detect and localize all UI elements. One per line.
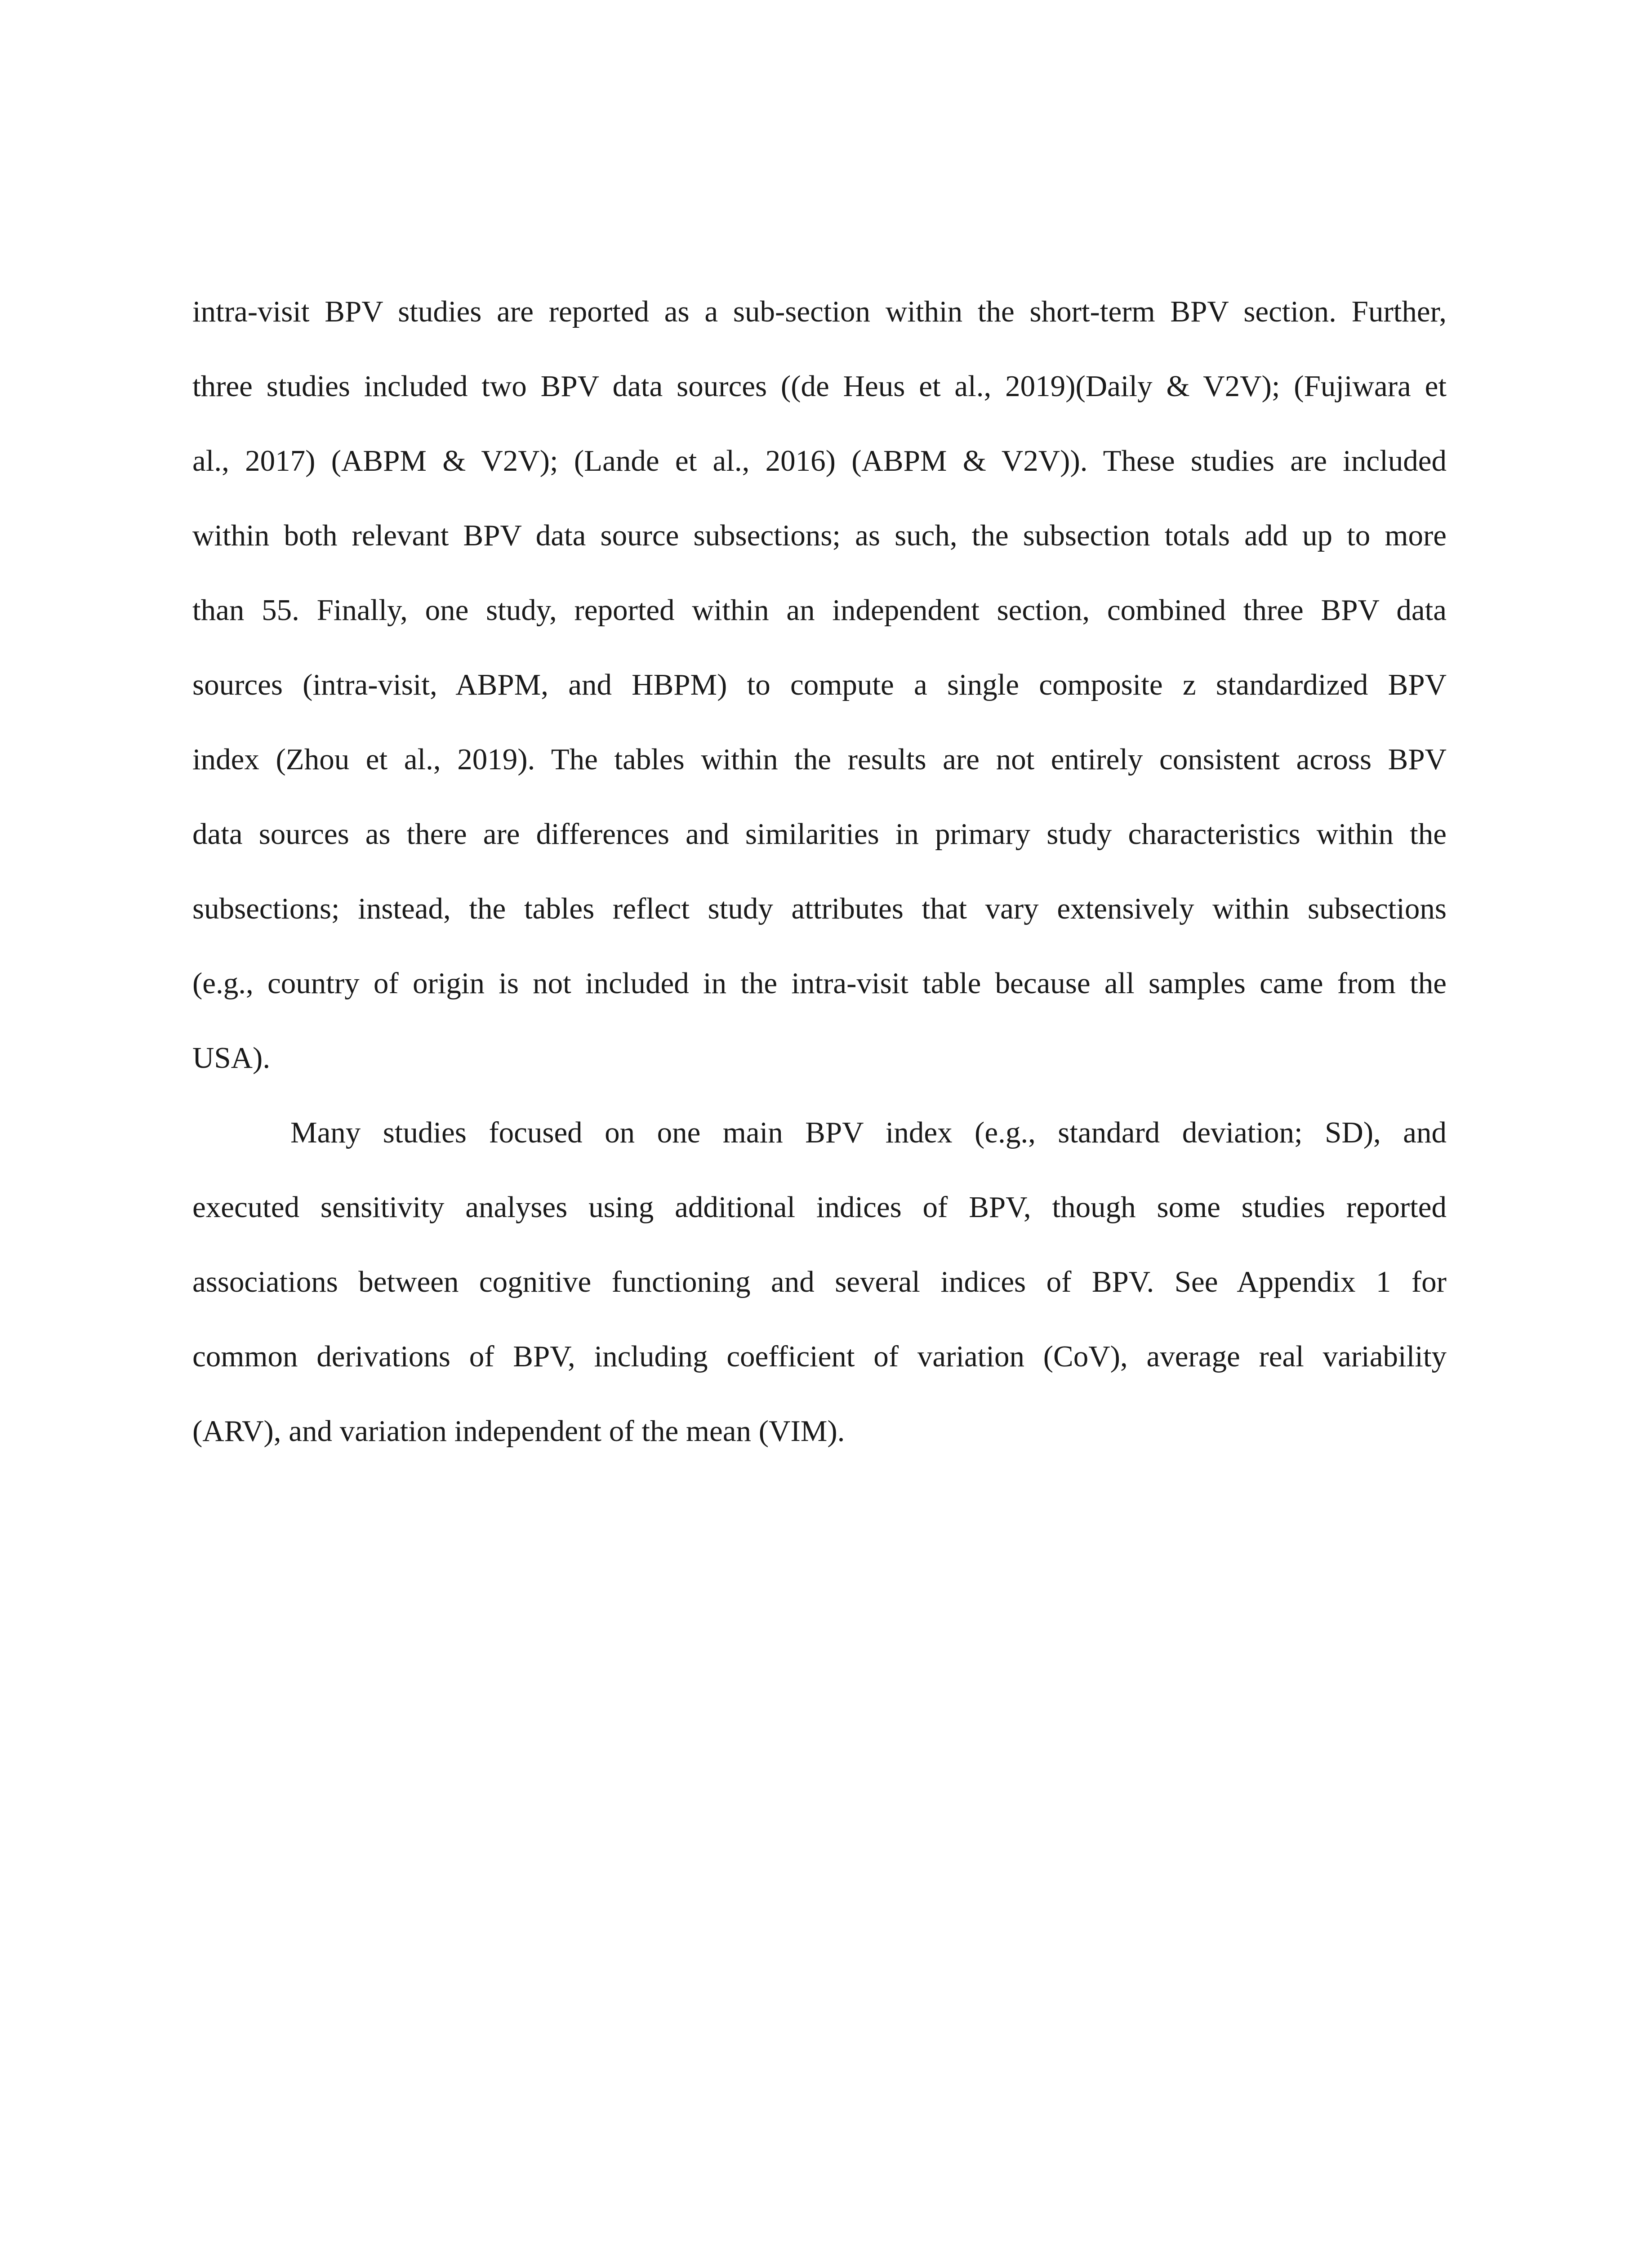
text-line: within both relevant BPV data source subsections; as such, the subsection totals add up to more (192, 519, 1447, 552)
text-line: executed sensitivity analyses using additional indices of BPV, though some studies reported (192, 1191, 1447, 1224)
text-line: intra-visit BPV studies are reported as a sub-section within the short-term BPV section. Further, (192, 295, 1447, 328)
paragraph-2 (192, 1095, 1447, 1468)
text-line: data sources as there are differences and similarities in primary study characteristics within the (192, 817, 1447, 851)
text-line: associations between cognitive functioning and several indices of BPV. See Appendix 1 for (192, 1265, 1447, 1298)
paragraph-1 (192, 274, 1447, 1095)
text-line: USA). (192, 1041, 271, 1075)
text-line: three studies included two BPV data sources ((de Heus et al., 2019)(Daily & V2V); (Fujiwara et (192, 370, 1447, 403)
text-line: index (Zhou et al., 2019). The tables within the results are not entirely consistent across BPV (192, 743, 1447, 776)
text-line: (ARV), and variation independent of the mean (VIM). (192, 1414, 845, 1448)
text-line: subsections; instead, the tables reflect study attributes that vary extensively within subsections (192, 892, 1447, 925)
text-line: common derivations of BPV, including coefficient of variation (CoV), average real variability (192, 1340, 1447, 1373)
text-line: sources (intra-visit, ABPM, and HBPM) to compute a single composite z standardized BPV (192, 668, 1447, 701)
text-line: (e.g., country of origin is not included in the intra-visit table because all samples came from the (192, 967, 1447, 1000)
text-line: Many studies focused on one main BPV index (e.g., standard deviation; SD), and (290, 1116, 1447, 1149)
text-line: al., 2017) (ABPM & V2V); (Lande et al., 2016) (ABPM & V2V)). These studies are included (192, 444, 1447, 477)
text-line: than 55. Finally, one study, reported within an independent section, combined three BPV data (192, 593, 1447, 627)
body-text (192, 274, 1447, 1468)
